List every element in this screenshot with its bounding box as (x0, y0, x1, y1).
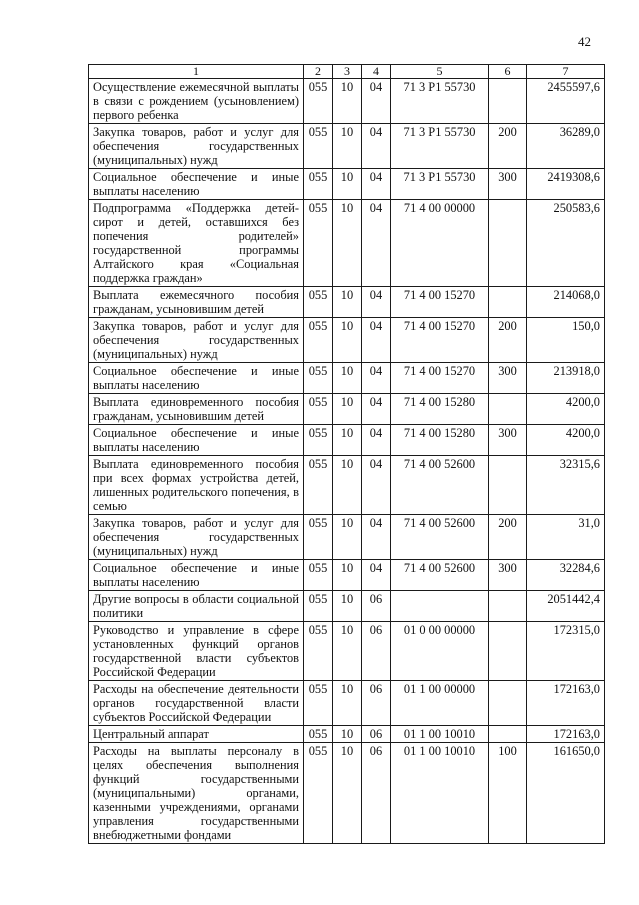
row-grbs-code: 055 (304, 124, 333, 169)
col-header: 6 (489, 65, 527, 79)
row-subsection-code: 06 (362, 743, 391, 844)
row-target-article: 71 4 00 52600 (391, 515, 489, 560)
row-target-article: 01 1 00 10010 (391, 743, 489, 844)
row-grbs-code: 055 (304, 394, 333, 425)
row-target-article: 01 0 00 00000 (391, 622, 489, 681)
row-amount: 4200,0 (527, 425, 605, 456)
row-expense-type: 300 (489, 363, 527, 394)
row-grbs-code: 055 (304, 681, 333, 726)
row-section-code: 10 (333, 560, 362, 591)
row-subsection-code: 06 (362, 726, 391, 743)
row-target-article: 71 3 P1 55730 (391, 79, 489, 124)
row-amount: 32284,6 (527, 560, 605, 591)
row-subsection-code: 04 (362, 124, 391, 169)
table-row (89, 318, 605, 363)
row-section-code: 10 (333, 456, 362, 515)
row-target-article: 71 4 00 15270 (391, 318, 489, 363)
col-header: 3 (333, 65, 362, 79)
table-row (89, 560, 605, 591)
row-amount: 2419308,6 (527, 169, 605, 200)
row-grbs-code: 055 (304, 515, 333, 560)
row-amount: 31,0 (527, 515, 605, 560)
row-expense-type (489, 456, 527, 515)
row-subsection-code: 04 (362, 169, 391, 200)
row-subsection-code: 04 (362, 456, 391, 515)
row-target-article: 71 4 00 15280 (391, 425, 489, 456)
row-target-article: 71 4 00 52600 (391, 560, 489, 591)
row-subsection-code: 06 (362, 681, 391, 726)
row-amount: 214068,0 (527, 287, 605, 318)
row-subsection-code: 04 (362, 560, 391, 591)
row-amount: 161650,0 (527, 743, 605, 844)
row-subsection-code: 06 (362, 622, 391, 681)
row-amount: 2455597,6 (527, 79, 605, 124)
row-section-code: 10 (333, 726, 362, 743)
table-row (89, 200, 605, 287)
table-row (89, 124, 605, 169)
row-grbs-code: 055 (304, 743, 333, 844)
col-header: 2 (304, 65, 333, 79)
row-section-code: 10 (333, 591, 362, 622)
row-expense-type (489, 287, 527, 318)
row-section-code: 10 (333, 169, 362, 200)
row-section-code: 10 (333, 515, 362, 560)
col-header: 7 (527, 65, 605, 79)
row-expense-type: 100 (489, 743, 527, 844)
table-row (89, 287, 605, 318)
row-name: Руководство и управление в сфере установленных функций органов государственной власти субъектов Российской Федерации (89, 622, 304, 681)
row-name: Социальное обеспечение и иные выплаты населению (89, 363, 304, 394)
row-name: Закупка товаров, работ и услуг для обеспечения государственных (муниципальных) нужд (89, 124, 304, 169)
table-row (89, 394, 605, 425)
table-row (89, 425, 605, 456)
row-section-code: 10 (333, 743, 362, 844)
row-grbs-code: 055 (304, 591, 333, 622)
row-grbs-code: 055 (304, 726, 333, 743)
row-target-article: 01 1 00 10010 (391, 726, 489, 743)
row-target-article: 71 3 P1 55730 (391, 169, 489, 200)
row-grbs-code: 055 (304, 456, 333, 515)
row-section-code: 10 (333, 79, 362, 124)
row-subsection-code: 04 (362, 425, 391, 456)
row-section-code: 10 (333, 318, 362, 363)
row-name: Выплата ежемесячного пособия гражданам, усыновившим детей (89, 287, 304, 318)
row-expense-type (489, 394, 527, 425)
table-row (89, 743, 605, 844)
row-amount: 150,0 (527, 318, 605, 363)
row-expense-type: 300 (489, 169, 527, 200)
row-subsection-code: 04 (362, 200, 391, 287)
row-expense-type: 200 (489, 124, 527, 169)
row-section-code: 10 (333, 287, 362, 318)
page-number: 42 (578, 34, 591, 49)
row-amount: 4200,0 (527, 394, 605, 425)
row-expense-type (489, 622, 527, 681)
row-name: Социальное обеспечение и иные выплаты населению (89, 560, 304, 591)
col-header: 1 (89, 65, 304, 79)
row-target-article: 71 3 P1 55730 (391, 124, 489, 169)
row-name: Выплата единовременного пособия гражданам, усыновившим детей (89, 394, 304, 425)
row-section-code: 10 (333, 124, 362, 169)
table-row (89, 515, 605, 560)
table-row (89, 726, 605, 743)
row-grbs-code: 055 (304, 287, 333, 318)
row-target-article: 71 4 00 52600 (391, 456, 489, 515)
row-name: Расходы на выплаты персоналу в целях обеспечения выполнения функций государственными (муниципальными) органами, казенными учреждениями, органами управления государственными внебюджетными фондами (89, 743, 304, 844)
row-amount: 36289,0 (527, 124, 605, 169)
row-subsection-code: 04 (362, 363, 391, 394)
row-target-article (391, 591, 489, 622)
row-name: Выплата единовременного пособия при всех формах устройства детей, лишенных родительского попечения, в семью (89, 456, 304, 515)
row-name: Другие вопросы в области социальной политики (89, 591, 304, 622)
row-name: Центральный аппарат (89, 726, 304, 743)
row-section-code: 10 (333, 681, 362, 726)
table-row (89, 169, 605, 200)
row-expense-type (489, 726, 527, 743)
row-subsection-code: 04 (362, 318, 391, 363)
col-header: 4 (362, 65, 391, 79)
row-expense-type (489, 681, 527, 726)
row-target-article: 01 1 00 00000 (391, 681, 489, 726)
row-grbs-code: 055 (304, 169, 333, 200)
table-row (89, 591, 605, 622)
row-name: Закупка товаров, работ и услуг для обеспечения государственных (муниципальных) нужд (89, 318, 304, 363)
row-subsection-code: 04 (362, 287, 391, 318)
row-subsection-code: 06 (362, 591, 391, 622)
row-amount: 32315,6 (527, 456, 605, 515)
row-section-code: 10 (333, 622, 362, 681)
row-name: Подпрограмма «Поддержка детей-сирот и детей, оставшихся без попечения родителей» государственной программы Алтайского края «Социальная поддержка граждан» (89, 200, 304, 287)
row-grbs-code: 055 (304, 318, 333, 363)
header-row (89, 65, 605, 79)
row-subsection-code: 04 (362, 515, 391, 560)
budget-table (88, 64, 605, 844)
row-name: Закупка товаров, работ и услуг для обеспечения государственных (муниципальных) нужд (89, 515, 304, 560)
row-name: Осуществление ежемесячной выплаты в связи с рождением (усыновлением) первого ребенка (89, 79, 304, 124)
table-row (89, 681, 605, 726)
row-name: Социальное обеспечение и иные выплаты населению (89, 425, 304, 456)
row-name: Социальное обеспечение и иные выплаты населению (89, 169, 304, 200)
row-expense-type (489, 200, 527, 287)
row-subsection-code: 04 (362, 394, 391, 425)
row-grbs-code: 055 (304, 363, 333, 394)
row-grbs-code: 055 (304, 425, 333, 456)
row-expense-type (489, 591, 527, 622)
row-target-article: 71 4 00 15270 (391, 287, 489, 318)
row-section-code: 10 (333, 363, 362, 394)
row-expense-type: 300 (489, 425, 527, 456)
row-amount: 2051442,4 (527, 591, 605, 622)
row-expense-type: 200 (489, 515, 527, 560)
row-grbs-code: 055 (304, 622, 333, 681)
row-section-code: 10 (333, 425, 362, 456)
row-section-code: 10 (333, 200, 362, 287)
row-amount: 250583,6 (527, 200, 605, 287)
row-name: Расходы на обеспечение деятельности органов государственной власти субъектов Российской Федерации (89, 681, 304, 726)
row-section-code: 10 (333, 394, 362, 425)
row-amount: 172315,0 (527, 622, 605, 681)
table-row (89, 456, 605, 515)
row-amount: 213918,0 (527, 363, 605, 394)
row-target-article: 71 4 00 00000 (391, 200, 489, 287)
row-grbs-code: 055 (304, 560, 333, 591)
row-target-article: 71 4 00 15270 (391, 363, 489, 394)
table-row (89, 79, 605, 124)
row-expense-type: 300 (489, 560, 527, 591)
table-row (89, 622, 605, 681)
row-grbs-code: 055 (304, 79, 333, 124)
row-expense-type: 200 (489, 318, 527, 363)
row-expense-type (489, 79, 527, 124)
row-target-article: 71 4 00 15280 (391, 394, 489, 425)
row-amount: 172163,0 (527, 726, 605, 743)
col-header: 5 (391, 65, 489, 79)
row-subsection-code: 04 (362, 79, 391, 124)
table-row (89, 363, 605, 394)
row-amount: 172163,0 (527, 681, 605, 726)
row-grbs-code: 055 (304, 200, 333, 287)
